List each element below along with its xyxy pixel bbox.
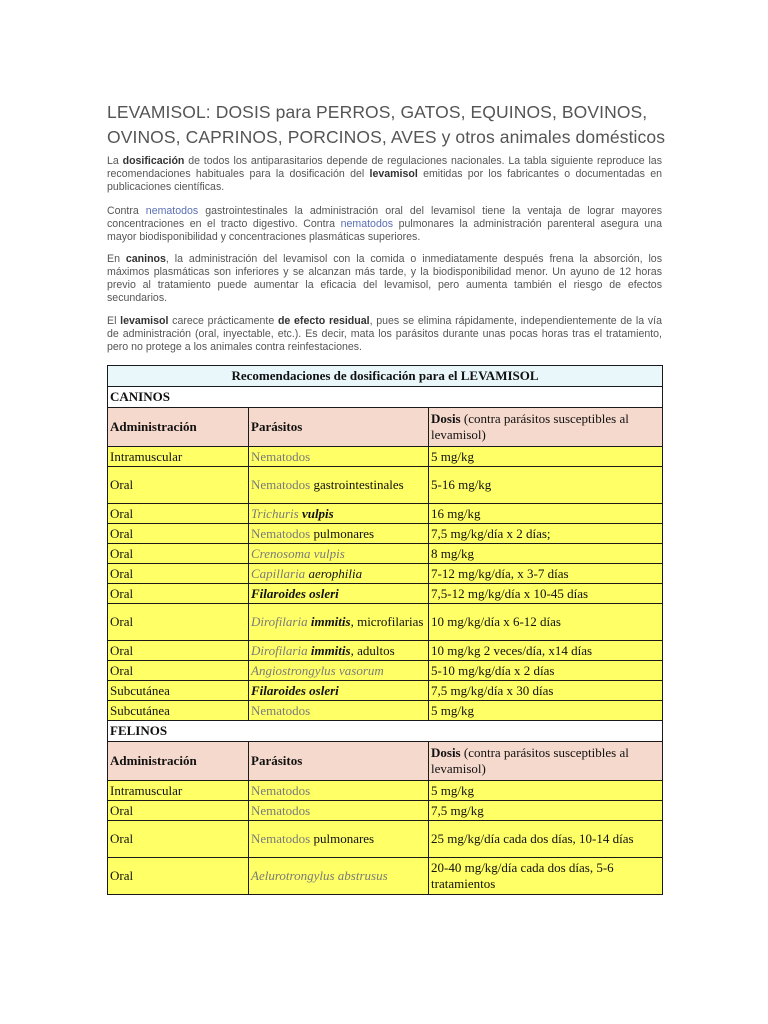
table-row bbox=[108, 641, 663, 661]
cell-dose: 10 mg/kg/día x 6-12 días bbox=[429, 604, 663, 641]
cell-admin: Oral bbox=[108, 584, 249, 604]
header-administracion: Administración bbox=[108, 408, 249, 447]
aelurotrongylus-link[interactable]: Aelurotrongylus abstrusus bbox=[251, 868, 388, 883]
cell-dose: 10 mg/kg 2 veces/día, x14 días bbox=[429, 641, 663, 661]
cell-admin: Intramuscular bbox=[108, 781, 249, 801]
cell-parasite bbox=[249, 681, 429, 701]
parasite-text: vulpis bbox=[298, 505, 334, 521]
table-row bbox=[108, 564, 663, 584]
cell-dose: 7,5 mg/kg/día x 2 días; bbox=[429, 524, 663, 544]
dosis-label: Dosis bbox=[431, 745, 461, 760]
paragraph-nematodos bbox=[107, 205, 662, 244]
cell-admin: Oral bbox=[108, 821, 249, 858]
table-row bbox=[108, 781, 663, 801]
table-header-caninos bbox=[108, 408, 663, 447]
parasite-text: pulmonares bbox=[310, 525, 375, 541]
paragraph-intro bbox=[107, 155, 662, 194]
cell-parasite bbox=[249, 821, 429, 858]
table-row bbox=[108, 447, 663, 467]
title-line-1: LEVAMISOL: DOSIS para PERROS, GATOS, EQUINOS, BOVINOS, bbox=[107, 102, 648, 122]
text: carece prácticamente bbox=[168, 315, 278, 327]
dosis-note: (contra parásitos susceptibles al levamisol) bbox=[431, 411, 629, 442]
bold-text: de efecto residual bbox=[277, 315, 370, 327]
table-row bbox=[108, 467, 663, 504]
cell-dose: 20-40 mg/kg/día cada dos días, 5-6 tratamientos bbox=[429, 858, 663, 895]
cell-admin: Oral bbox=[108, 801, 249, 821]
header-parasitos: Parásitos bbox=[249, 742, 429, 781]
title-line-2: OVINOS, CAPRINOS, PORCINOS, AVES y otros animales domésticos bbox=[107, 127, 666, 147]
dosis-label: Dosis bbox=[431, 411, 461, 426]
bold-text: levamisol bbox=[120, 315, 169, 327]
section-felinos: FELINOS bbox=[108, 721, 663, 742]
text: En bbox=[107, 253, 126, 265]
cell-admin: Subcutánea bbox=[108, 681, 249, 701]
parasite-text: gastrointestinales bbox=[310, 477, 404, 492]
text: , la administración del levamisol con la comida o inmediatamente después frena la absorción, los máximos plasmáticas son inferiores y se alcanzan más tarde, y la biodisponibilidad menor. Un ayuno de 12 horas previo al tratamiento puede aumentar la eficacia del levamisol, pero aumenta también el riesgo de efectos secundarios. bbox=[107, 253, 662, 305]
paragraph-residual bbox=[107, 315, 662, 354]
table-title: Recomendaciones de dosificación para el LEVAMISOL bbox=[108, 366, 663, 387]
text: emitidas por los fabricantes o documentadas en publicaciones científicas. bbox=[107, 168, 662, 194]
table-row bbox=[108, 821, 663, 858]
bold-text: levamisol bbox=[369, 168, 418, 181]
section-caninos: CANINOS bbox=[108, 387, 663, 408]
cell-admin: Oral bbox=[108, 544, 249, 564]
header-administracion: Administración bbox=[108, 742, 249, 781]
table-row bbox=[108, 681, 663, 701]
header-dosis bbox=[429, 408, 663, 447]
header-parasitos: Parásitos bbox=[249, 408, 429, 447]
cell-admin: Oral bbox=[108, 858, 249, 895]
dosis-note: (contra parásitos susceptibles al levamisol) bbox=[431, 745, 629, 776]
cell-parasite bbox=[249, 781, 429, 801]
table-header-felinos bbox=[108, 742, 663, 781]
cell-admin: Oral bbox=[108, 564, 249, 584]
text: La bbox=[107, 155, 123, 167]
cell-admin: Oral bbox=[108, 641, 249, 661]
cell-dose: 7,5 mg/kg bbox=[429, 801, 663, 821]
cell-dose: 16 mg/kg bbox=[429, 504, 663, 524]
dirofilaria-link[interactable]: Dirofilaria bbox=[251, 614, 308, 629]
cell-parasite bbox=[249, 564, 429, 584]
table-row bbox=[108, 504, 663, 524]
text: pulmonares la administración parenteral asegura una mayor biodisponibilidad y concentraciones plasmáticas superiores. bbox=[107, 218, 662, 244]
table-row bbox=[108, 858, 663, 895]
cell-parasite bbox=[249, 604, 429, 641]
nematodos-link[interactable]: nematodos bbox=[145, 205, 199, 217]
text: Contra bbox=[107, 205, 146, 217]
nematodos-link[interactable]: Nematodos bbox=[251, 831, 311, 846]
cell-parasite bbox=[249, 544, 429, 564]
table-row bbox=[108, 701, 663, 721]
text: El bbox=[107, 315, 121, 327]
cell-dose: 5-10 mg/kg/día x 2 días bbox=[429, 661, 663, 681]
bold-text: dosificación bbox=[122, 155, 185, 167]
parasite-text: aerophilia bbox=[305, 565, 363, 581]
cell-parasite bbox=[249, 447, 429, 467]
cell-parasite bbox=[249, 524, 429, 544]
parasite-text: Filaroides osleri bbox=[251, 682, 339, 698]
nematodos-link[interactable]: Nematodos bbox=[251, 448, 311, 464]
cell-dose: 5-16 mg/kg bbox=[429, 467, 663, 504]
cell-admin: Oral bbox=[108, 661, 249, 681]
cell-dose: 25 mg/kg/día cada dos días, 10-14 días bbox=[429, 821, 663, 858]
text: de todos los antiparasitarios depende de regulaciones nacionales. La tabla siguiente reproduce las recomendaciones habituales para la dosificación del bbox=[107, 155, 662, 181]
capillaria-link[interactable]: Capillaria bbox=[251, 565, 306, 581]
parasite-text: immitis bbox=[307, 642, 351, 658]
nematodos-link[interactable]: nematodos bbox=[340, 218, 394, 231]
cell-parasite bbox=[249, 701, 429, 721]
cell-parasite bbox=[249, 584, 429, 604]
dirofilaria-link[interactable]: Dirofilaria bbox=[251, 642, 308, 658]
cell-dose: 7,5-12 mg/kg/día x 10-45 días bbox=[429, 584, 663, 604]
parasite-text: , microfilarias bbox=[350, 614, 424, 629]
bold-text: caninos bbox=[125, 253, 166, 265]
cell-parasite bbox=[249, 801, 429, 821]
cell-dose: 5 mg/kg bbox=[429, 701, 663, 721]
nematodos-link[interactable]: Nematodos bbox=[251, 525, 311, 541]
text: , pues se elimina rápidamente, independientemente de la vía de administración (oral, inyectable, etc.). Es decir, mata los parásitos durante unas pocas horas tras el tratamiento, pero no protege a los animales contra reinfestaciones. bbox=[107, 315, 663, 354]
nematodos-link[interactable]: Nematodos bbox=[251, 702, 311, 718]
angiostrongylus-link[interactable]: Angiostrongylus vasorum bbox=[251, 662, 384, 678]
parasite-text: immitis bbox=[307, 614, 351, 629]
parasite-text: pulmonares bbox=[310, 831, 375, 846]
cell-admin: Oral bbox=[108, 524, 249, 544]
crenosoma-link[interactable]: Crenosoma vulpis bbox=[251, 545, 345, 561]
cell-dose: 5 mg/kg bbox=[429, 447, 663, 467]
table-row bbox=[108, 524, 663, 544]
nematodos-link[interactable]: Nematodos bbox=[251, 782, 311, 798]
cell-parasite bbox=[249, 661, 429, 681]
paragraph-caninos bbox=[107, 253, 662, 305]
table-row bbox=[108, 604, 663, 641]
cell-parasite bbox=[249, 504, 429, 524]
cell-parasite bbox=[249, 641, 429, 661]
table-row bbox=[108, 801, 663, 821]
table-row bbox=[108, 584, 663, 604]
cell-admin: Intramuscular bbox=[108, 447, 249, 467]
cell-dose: 5 mg/kg bbox=[429, 781, 663, 801]
cell-parasite bbox=[249, 467, 429, 504]
table-row bbox=[108, 544, 663, 564]
parasite-text: , adultos bbox=[350, 642, 395, 658]
parasite-text: Filaroides osleri bbox=[251, 585, 339, 601]
table-row bbox=[108, 661, 663, 681]
trichuris-link[interactable]: Trichuris bbox=[251, 505, 299, 521]
cell-dose: 7,5 mg/kg/día x 30 días bbox=[429, 681, 663, 701]
nematodos-link[interactable]: Nematodos bbox=[251, 802, 311, 818]
dosage-table bbox=[107, 365, 663, 895]
cell-dose: 8 mg/kg bbox=[429, 544, 663, 564]
cell-admin: Oral bbox=[108, 604, 249, 641]
page-title bbox=[107, 100, 667, 150]
cell-admin: Oral bbox=[108, 504, 249, 524]
cell-parasite bbox=[249, 858, 429, 895]
text: gastrointestinales la administración oral del levamisol tiene la ventaja de lograr mayores concentraciones en el tracto digestivo. Contra bbox=[107, 205, 662, 231]
header-dosis bbox=[429, 742, 663, 781]
cell-admin: Oral bbox=[108, 467, 249, 504]
cell-admin: Subcutánea bbox=[108, 701, 249, 721]
nematodos-link[interactable]: Nematodos bbox=[251, 477, 311, 492]
cell-dose: 7-12 mg/kg/día, x 3-7 días bbox=[429, 564, 663, 584]
